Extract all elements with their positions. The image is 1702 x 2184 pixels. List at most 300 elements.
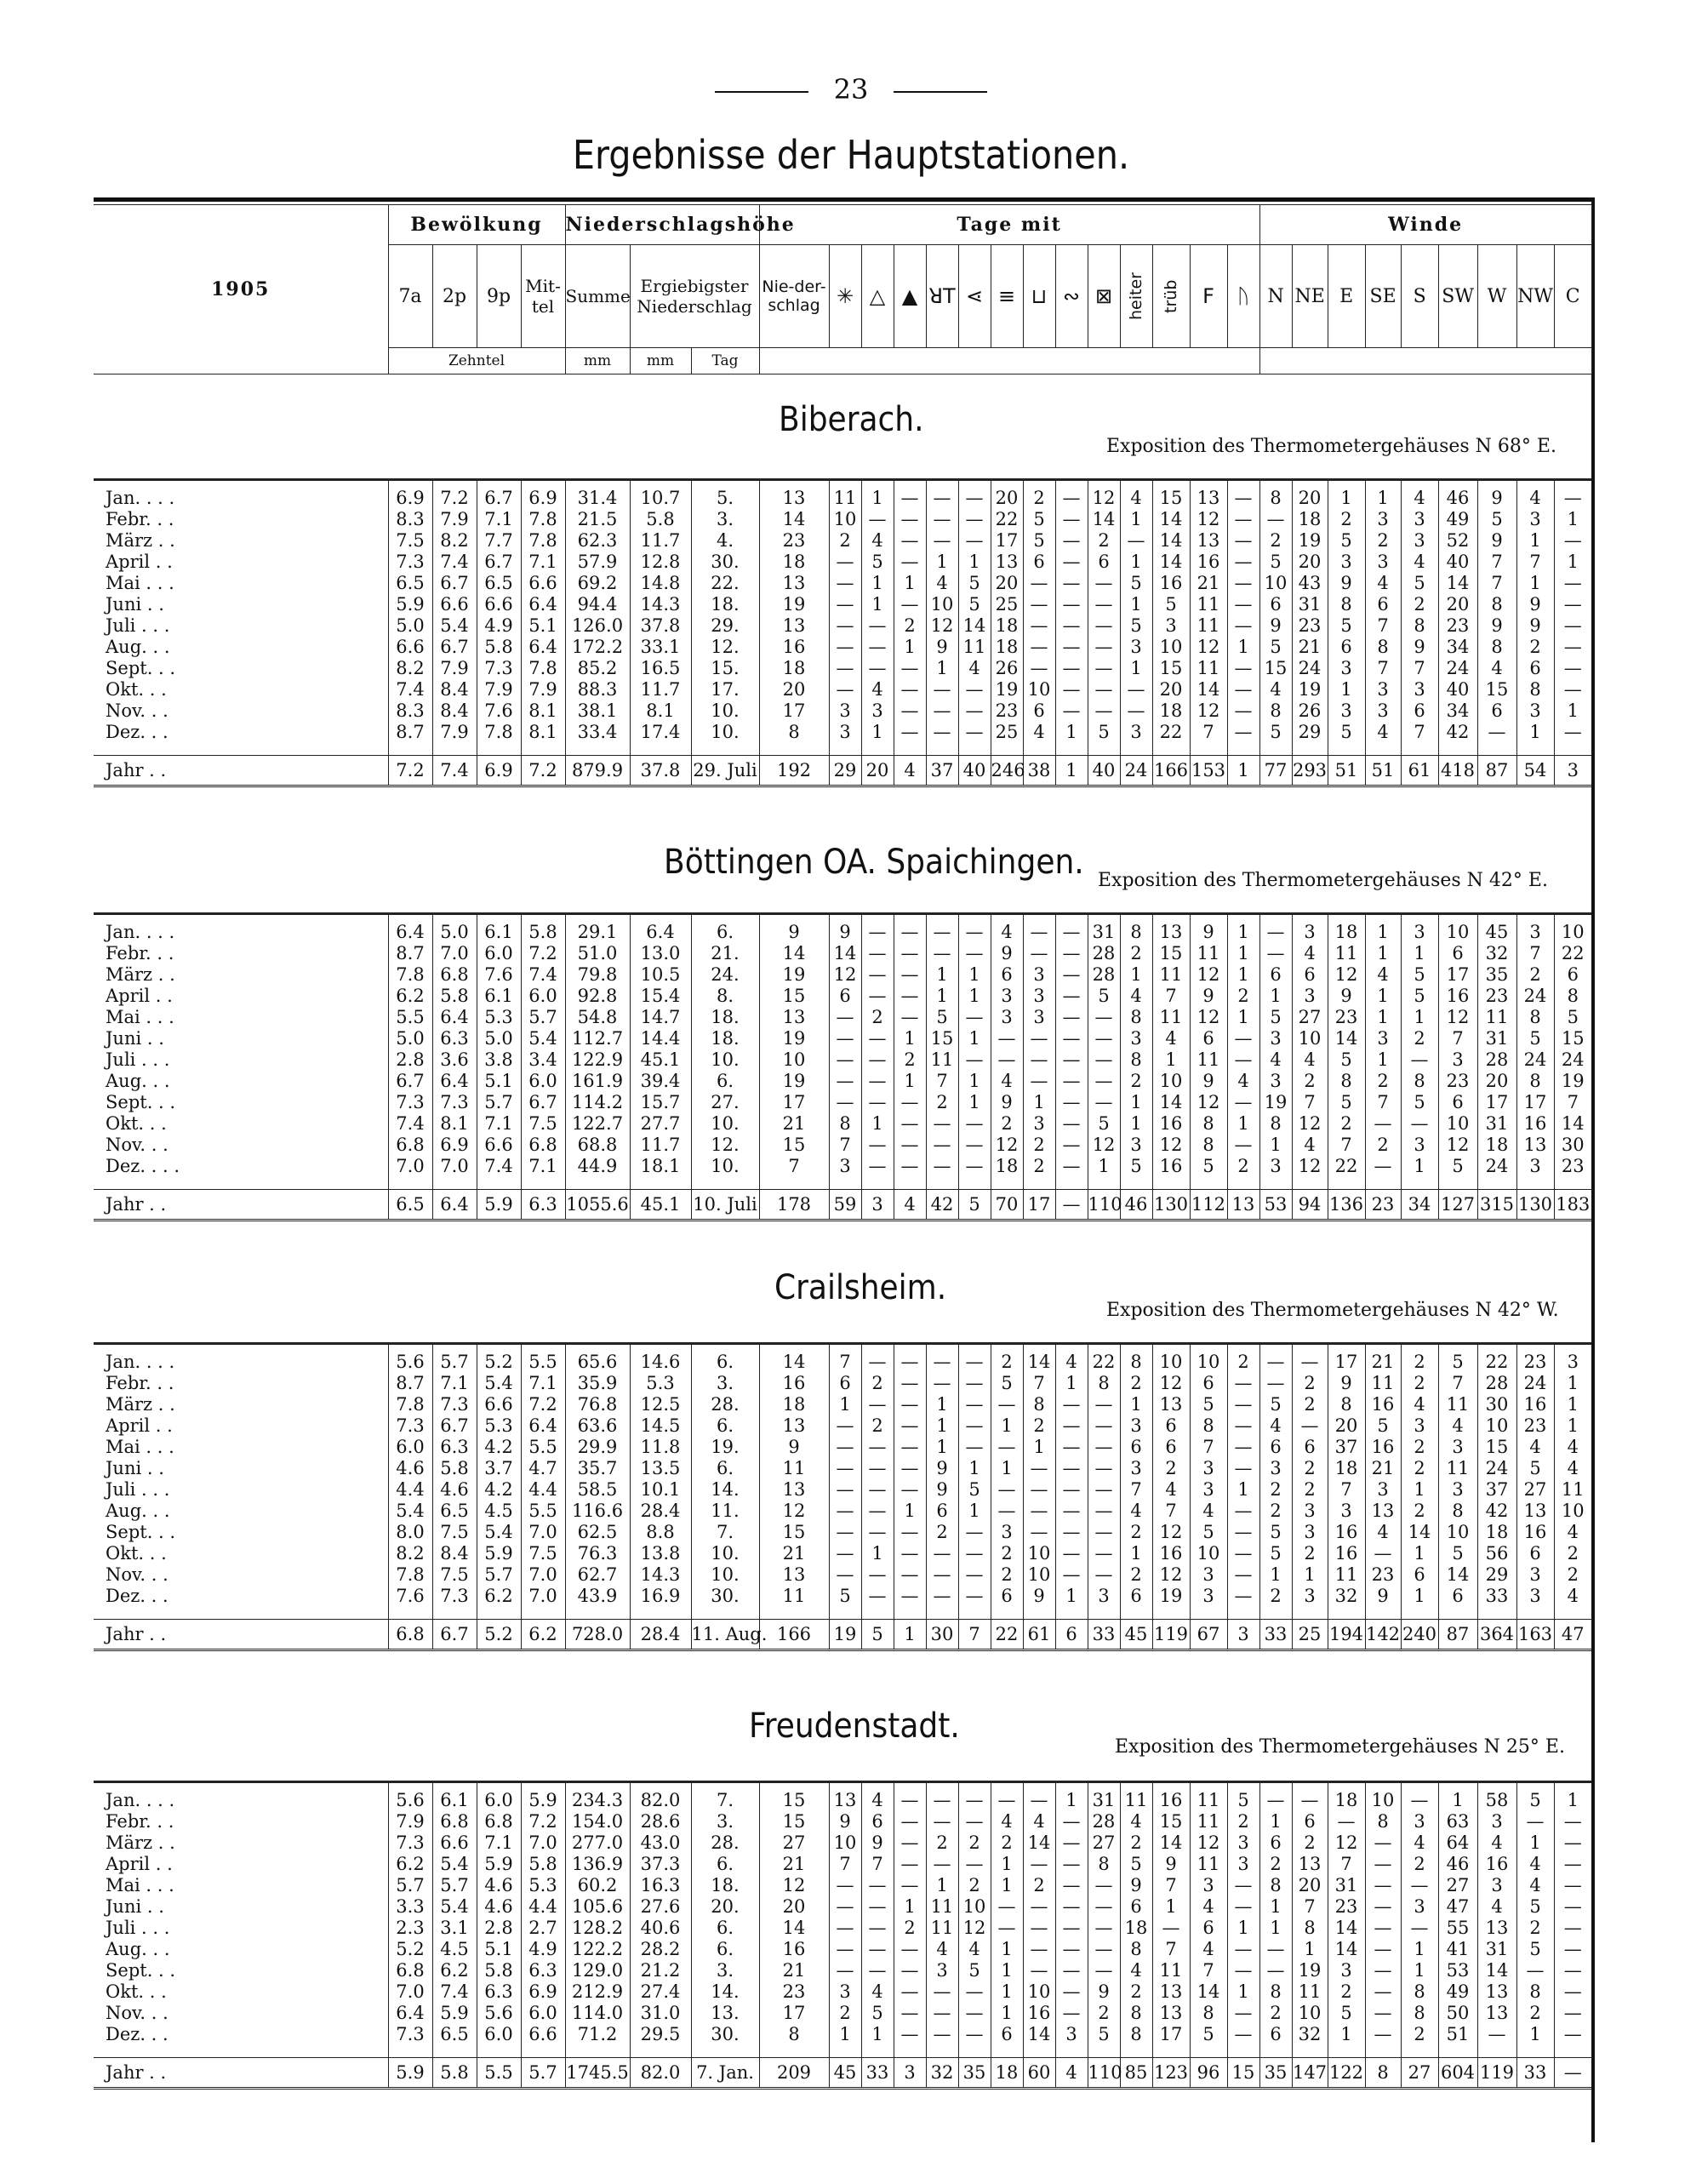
table-cell: 8.2 <box>388 1543 432 1564</box>
table-cell: 6.3 <box>521 1960 565 1981</box>
table-cell: 1 <box>861 573 894 594</box>
table-cell: 1 <box>1023 1437 1055 1458</box>
table-cell: 154.0 <box>565 1811 630 1832</box>
table-cell: 30. <box>691 2024 759 2045</box>
table-cell: — <box>1055 1092 1088 1113</box>
spacer-cell <box>1023 743 1055 756</box>
table-cell: 7.8 <box>477 722 521 743</box>
table-cell: 6.3 <box>477 1981 521 2003</box>
table-cell: 4 <box>1120 986 1152 1007</box>
table-cell: 5 <box>1516 1939 1554 1960</box>
table-cell: 2 <box>1152 1458 1190 1479</box>
table-cell: 2.8 <box>477 1918 521 1939</box>
table-cell: 6 <box>1438 943 1477 964</box>
table-row <box>94 1543 1591 1564</box>
table-cell: 1 <box>894 573 926 594</box>
table-cell: — <box>1227 615 1259 637</box>
table-cell: 5 <box>1190 2024 1227 2045</box>
table-cell: 11.7 <box>630 679 691 700</box>
table-cell: — <box>1055 1854 1088 1875</box>
table-cell: 13 <box>1477 2003 1516 2024</box>
table-cell: 9 <box>1259 615 1292 637</box>
table-cell: — <box>1088 594 1120 615</box>
table-cell: 7.1 <box>521 552 565 573</box>
table-cell: — <box>958 1156 991 1177</box>
table-cell: 3 <box>991 1007 1023 1028</box>
table-cell: 4 <box>1554 1586 1591 1607</box>
table-cell: — <box>861 637 894 658</box>
table-cell: 3 <box>1120 722 1152 743</box>
table-cell: 7.9 <box>477 679 521 700</box>
table-cell: 11 <box>1190 1782 1227 1812</box>
table-cell: 7 <box>829 1135 861 1156</box>
table-cell: 11.7 <box>630 1135 691 1156</box>
table-cell: — <box>958 1586 991 1607</box>
year-cell: 18 <box>991 2058 1023 2089</box>
table-cell: 16 <box>1152 1782 1190 1812</box>
spacer-row <box>94 2045 1591 2058</box>
table-cell: 28. <box>691 1394 759 1415</box>
col-wind-se: SE <box>1365 245 1401 348</box>
table-cell: — <box>958 509 991 530</box>
year-cell: 127 <box>1438 1190 1477 1221</box>
table-cell: 8 <box>1554 986 1591 1007</box>
table-cell: 1 <box>1227 943 1259 964</box>
table-cell: 8.1 <box>521 700 565 722</box>
col-wind-c: C <box>1554 245 1591 348</box>
table-cell: — <box>1227 1586 1259 1607</box>
table-cell: 2 <box>1023 1135 1055 1156</box>
table-cell: 14 <box>1328 1918 1365 1939</box>
table-cell: 14.3 <box>630 1564 691 1586</box>
table-cell: 4.5 <box>432 1939 477 1960</box>
table-cell: — <box>861 986 894 1007</box>
table-row <box>94 1092 1591 1113</box>
table-cell: — <box>894 1135 926 1156</box>
table-cell: 8 <box>1292 1918 1328 1939</box>
table-cell: 2 <box>991 1832 1023 1854</box>
table-cell: 12 <box>1190 1832 1227 1854</box>
table-cell: — <box>1055 1028 1088 1049</box>
table-cell: — <box>1365 1981 1401 2003</box>
col-tage-8: ∾ <box>1055 245 1088 348</box>
table-cell: 5 <box>1088 2024 1120 2045</box>
table-cell: 2 <box>1259 1501 1292 1522</box>
table-cell: 32 <box>1477 943 1516 964</box>
table-cell: 3 <box>1190 1875 1227 1896</box>
year-cell: 142 <box>1365 1620 1401 1650</box>
table-cell: 5.6 <box>388 1782 432 1812</box>
col-tage-0: Nie-der-schlag <box>759 245 829 348</box>
year-label: Jahr . . <box>94 1620 388 1650</box>
table-cell: 3. <box>691 1811 759 1832</box>
table-cell: 6.1 <box>432 1782 477 1812</box>
table-cell: 3 <box>1328 552 1365 573</box>
table-cell: 31 <box>1477 1028 1516 1049</box>
table-cell: — <box>1023 1782 1055 1812</box>
spacer-cell <box>388 1177 432 1190</box>
table-cell: 16 <box>1516 1522 1554 1543</box>
table-cell: 6.6 <box>432 594 477 615</box>
table-cell: 10. <box>691 1113 759 1135</box>
table-cell: 1 <box>1120 658 1152 679</box>
table-cell: — <box>894 2003 926 2024</box>
table-cell: — <box>894 700 926 722</box>
table-cell: — <box>1554 1981 1591 2003</box>
year-cell: 163 <box>1516 1620 1554 1650</box>
table-cell: 2 <box>1292 1543 1328 1564</box>
table-cell: 1 <box>1554 552 1591 573</box>
table-cell: 8 <box>1259 1875 1292 1896</box>
table-cell: 6.8 <box>388 1960 432 1981</box>
table-cell: 2 <box>1292 1071 1328 1092</box>
table-cell: 122.7 <box>565 1113 630 1135</box>
unit-zehntel: Zehntel <box>388 348 565 374</box>
table-cell: 4 <box>861 530 894 552</box>
table-cell: — <box>829 658 861 679</box>
table-cell: 7.4 <box>477 1156 521 1177</box>
table-cell: 2 <box>1259 1854 1292 1875</box>
table-cell: 18 <box>1477 1135 1516 1156</box>
year-cell: 24 <box>1120 756 1152 786</box>
table-cell: 2 <box>991 1543 1023 1564</box>
year-cell: 29 <box>829 756 861 786</box>
table-cell: 8 <box>1516 1007 1554 1028</box>
table-cell: 6.5 <box>388 573 432 594</box>
group-niederschlag: Niederschlagshöhe <box>565 205 759 245</box>
year-cell: 246 <box>991 756 1023 786</box>
table-cell: 13 <box>1477 1981 1516 2003</box>
year-cell: 51 <box>1365 756 1401 786</box>
table-row <box>94 1373 1591 1394</box>
table-cell: 5 <box>829 1586 861 1607</box>
table-cell: 14 <box>958 615 991 637</box>
table-cell: 33.1 <box>630 637 691 658</box>
table-cell: 42 <box>1477 1501 1516 1522</box>
table-cell: 6.0 <box>477 943 521 964</box>
spacer-cell <box>94 743 388 756</box>
table-cell: 27 <box>759 1832 829 1854</box>
table-cell: 2 <box>1120 1832 1152 1854</box>
table-cell: 3 <box>1259 1028 1292 1049</box>
table-cell: — <box>926 509 958 530</box>
table-cell: — <box>1259 1960 1292 1981</box>
table-cell: 7 <box>1190 1437 1227 1458</box>
table-row <box>94 1415 1591 1437</box>
table-cell: — <box>958 530 991 552</box>
table-cell: 1 <box>991 1960 1023 1981</box>
table-cell: 7 <box>1401 658 1438 679</box>
table-cell: 3 <box>1365 1028 1401 1049</box>
table-cell: — <box>1055 594 1088 615</box>
table-cell: — <box>861 1071 894 1092</box>
table-cell: — <box>1227 1875 1259 1896</box>
table-cell: 28.4 <box>630 1501 691 1522</box>
table-cell: 7.6 <box>477 700 521 722</box>
table-cell: 14 <box>1152 1832 1190 1854</box>
table-cell: 7 <box>1152 1501 1190 1522</box>
table-cell: 8 <box>1516 1981 1554 2003</box>
table-cell: 5.4 <box>388 1501 432 1522</box>
year-cell: 122 <box>1328 2058 1365 2089</box>
table-cell: — <box>829 1939 861 1960</box>
spacer-cell <box>958 2045 991 2058</box>
table-cell: 3 <box>1055 2024 1088 2045</box>
table-cell: 8 <box>1259 480 1292 510</box>
table-cell: 5 <box>1516 1896 1554 1918</box>
table-cell: 6.4 <box>388 914 432 944</box>
table-cell: 19 <box>1152 1586 1190 1607</box>
table-cell: 5.4 <box>432 1896 477 1918</box>
spacer-cell <box>1088 743 1120 756</box>
spacer-cell <box>691 743 759 756</box>
table-cell: 1 <box>1227 1918 1259 1939</box>
table-cell: 4 <box>1259 1049 1292 1071</box>
table-cell: 7 <box>1328 1479 1365 1501</box>
table-cell: — <box>1055 914 1088 944</box>
table-cell: — <box>1088 1960 1120 1981</box>
table-cell: — <box>894 679 926 700</box>
table-cell: 5.8 <box>521 914 565 944</box>
col-tage-1: ✳ <box>829 245 861 348</box>
table-cell: 6.7 <box>477 480 521 510</box>
table-cell: 3 <box>1401 530 1438 552</box>
table-cell: 7.3 <box>432 1092 477 1113</box>
table-cell: — <box>958 700 991 722</box>
table-cell: — <box>894 1811 926 1832</box>
table-cell: 6 <box>1152 1415 1190 1437</box>
table-cell: 6.2 <box>388 1854 432 1875</box>
table-cell: 21 <box>759 1854 829 1875</box>
table-cell: 4 <box>861 1782 894 1812</box>
table-cell: 8.8 <box>630 1522 691 1543</box>
year-cell: 1745.5 <box>565 2058 630 2089</box>
table-cell: 8.1 <box>432 1113 477 1135</box>
table-cell: — <box>861 1586 894 1607</box>
table-cell: 6.7 <box>477 552 521 573</box>
table-row <box>94 1918 1591 1939</box>
table-cell: 7.2 <box>432 480 477 510</box>
table-cell: 7 <box>1477 552 1516 573</box>
table-cell: 33.4 <box>565 722 630 743</box>
table-cell: 8 <box>1477 594 1516 615</box>
table-cell: 1 <box>861 1113 894 1135</box>
table-cell: — <box>958 1854 991 1875</box>
year-cell: 604 <box>1438 2058 1477 2089</box>
col-bewoelkung-7a: 7a <box>388 245 432 348</box>
year-cell: 70 <box>991 1190 1023 1221</box>
table-cell: 5 <box>1259 552 1292 573</box>
table-cell: 7.3 <box>388 552 432 573</box>
table-cell: 5 <box>1190 1394 1227 1415</box>
table-cell: 3 <box>1365 700 1401 722</box>
table-cell: — <box>894 722 926 743</box>
table-cell: 14 <box>1152 552 1190 573</box>
table-cell: — <box>958 1415 991 1437</box>
table-cell: 4 <box>1401 1394 1438 1415</box>
table-cell: 6.0 <box>521 986 565 1007</box>
table-cell: 4 <box>861 679 894 700</box>
table-cell: 16.3 <box>630 1875 691 1896</box>
table-cell: — <box>1227 679 1259 700</box>
table-cell: 4 <box>1401 552 1438 573</box>
table-cell: — <box>1227 1458 1259 1479</box>
spacer-cell <box>991 2045 1023 2058</box>
table-cell: 4 <box>926 1939 958 1960</box>
table-row <box>94 943 1591 964</box>
table-cell: 6 <box>1259 1437 1292 1458</box>
table-cell: — <box>1088 1437 1120 1458</box>
table-cell: 19 <box>759 1071 829 1092</box>
table-cell: 19 <box>991 679 1023 700</box>
table-cell: 2 <box>1401 1501 1438 1522</box>
table-cell: 10 <box>1365 1782 1401 1812</box>
table-cell: 3 <box>829 722 861 743</box>
table-cell: 2 <box>1120 1564 1152 1586</box>
table-cell: — <box>1227 1939 1259 1960</box>
year-cell: 51 <box>1328 756 1365 786</box>
table-cell: 2 <box>1328 1981 1365 2003</box>
table-cell: — <box>1055 1007 1088 1028</box>
table-cell: 2 <box>1259 1479 1292 1501</box>
table-cell: 13 <box>1152 914 1190 944</box>
table-cell: 5.3 <box>630 1373 691 1394</box>
table-cell: 7.8 <box>388 1564 432 1586</box>
table-cell: — <box>926 1156 958 1177</box>
table-cell: 8 <box>1120 2024 1152 2045</box>
table-cell: 6 <box>1259 2024 1292 2045</box>
table-cell: 3 <box>1516 1156 1554 1177</box>
table-cell: 5 <box>1328 530 1365 552</box>
year-cell: 7.2 <box>388 756 432 786</box>
table-cell: 2 <box>1120 1373 1152 1394</box>
table-cell: 14 <box>1190 1981 1227 2003</box>
table-cell: 1 <box>1401 1007 1438 1028</box>
table-cell: 4 <box>1554 1522 1591 1543</box>
table-cell: — <box>1055 2003 1088 2024</box>
table-cell: 15 <box>1152 480 1190 510</box>
table-cell: 24 <box>1477 1458 1516 1479</box>
table-cell: 10 <box>958 1896 991 1918</box>
table-cell: 6 <box>1438 1586 1477 1607</box>
year-cell: 33 <box>1088 1620 1120 1650</box>
table-cell: 3 <box>1088 1586 1120 1607</box>
table-cell: 7.4 <box>521 964 565 986</box>
table-cell: 6.5 <box>432 1501 477 1522</box>
spacer-cell <box>521 1177 565 1190</box>
table-cell: — <box>926 943 958 964</box>
table-cell: 12 <box>759 1875 829 1896</box>
table-cell: 14.7 <box>630 1007 691 1028</box>
table-cell: 2 <box>1259 530 1292 552</box>
table-cell: 4 <box>1365 1522 1401 1543</box>
year-cell: 5.7 <box>521 2058 565 2089</box>
table-cell: — <box>1055 1479 1088 1501</box>
table-cell: — <box>1554 722 1591 743</box>
table-cell: 4 <box>1292 1135 1328 1156</box>
table-cell: 10 <box>1152 637 1190 658</box>
table-cell: 56 <box>1477 1543 1516 1564</box>
table-cell: — <box>1365 1875 1401 1896</box>
table-cell: — <box>894 1522 926 1543</box>
table-cell: 8.3 <box>388 700 432 722</box>
table-cell: 8 <box>1365 1811 1401 1832</box>
table-cell: 4 <box>1365 964 1401 986</box>
table-cell: 14 <box>1152 530 1190 552</box>
col-tage-10: heiter <box>1120 245 1152 348</box>
table-cell: 8 <box>1259 700 1292 722</box>
table-cell: 2 <box>1227 1156 1259 1177</box>
table-cell: — <box>1554 1960 1591 1981</box>
month-label: März . . <box>106 1832 175 1853</box>
year-cell: 37 <box>926 756 958 786</box>
table-cell: 27.7 <box>630 1113 691 1135</box>
table-cell: 13 <box>1516 1135 1554 1156</box>
table-cell: 6.7 <box>432 637 477 658</box>
table-cell: — <box>829 1437 861 1458</box>
table-row <box>94 1875 1591 1896</box>
table-cell: — <box>1259 509 1292 530</box>
table-cell: 24. <box>691 964 759 986</box>
table-cell: 16.5 <box>630 658 691 679</box>
table-cell: 7.1 <box>521 1373 565 1394</box>
table-cell: 6.9 <box>388 480 432 510</box>
table-cell: — <box>861 1564 894 1586</box>
table-cell: 5 <box>1401 573 1438 594</box>
table-cell: 1 <box>1516 2024 1554 2045</box>
table-cell: 26 <box>991 658 1023 679</box>
month-label: Sept. . . <box>106 1092 176 1112</box>
table-cell: 4 <box>1554 1458 1591 1479</box>
table-cell: 14 <box>1190 679 1227 700</box>
table-cell: 5 <box>1120 573 1152 594</box>
table-cell: 3 <box>1328 700 1365 722</box>
table-cell: — <box>1554 573 1591 594</box>
table-cell: 3 <box>1023 986 1055 1007</box>
table-cell: 13 <box>759 573 829 594</box>
year-cell: 240 <box>1401 1620 1438 1650</box>
table-cell: 128.2 <box>565 1918 630 1939</box>
table-cell: 6.6 <box>477 1135 521 1156</box>
table-cell: — <box>894 1437 926 1458</box>
table-cell: — <box>926 1113 958 1135</box>
table-cell: 5.7 <box>477 1564 521 1586</box>
table-cell: 8 <box>1190 2003 1227 2024</box>
table-cell: 7 <box>861 1854 894 1875</box>
table-cell: — <box>958 2003 991 2024</box>
year-label: Jahr . . <box>94 2058 388 2089</box>
table-cell: — <box>894 1875 926 1896</box>
table-cell: 2 <box>1023 480 1055 510</box>
table-cell: 1 <box>1516 1832 1554 1854</box>
table-cell: — <box>1259 1782 1292 1812</box>
table-cell: 6.2 <box>477 1586 521 1607</box>
table-cell: 5.5 <box>388 1007 432 1028</box>
table-cell: 11 <box>926 1918 958 1939</box>
table-cell: 11 <box>1190 943 1227 964</box>
spacer-cell <box>521 1607 565 1620</box>
table-cell: 5 <box>1328 722 1365 743</box>
table-cell: 9 <box>759 914 829 944</box>
table-cell: — <box>958 1049 991 1071</box>
table-cell: 6.5 <box>432 2024 477 2045</box>
table-cell: 4.5 <box>477 1501 521 1522</box>
table-cell: — <box>861 1092 894 1113</box>
unit-winde-blank <box>1259 348 1591 374</box>
month-label: März . . <box>106 964 175 985</box>
table-cell: 3 <box>1401 1135 1438 1156</box>
table-cell: 4 <box>1292 1049 1328 1071</box>
